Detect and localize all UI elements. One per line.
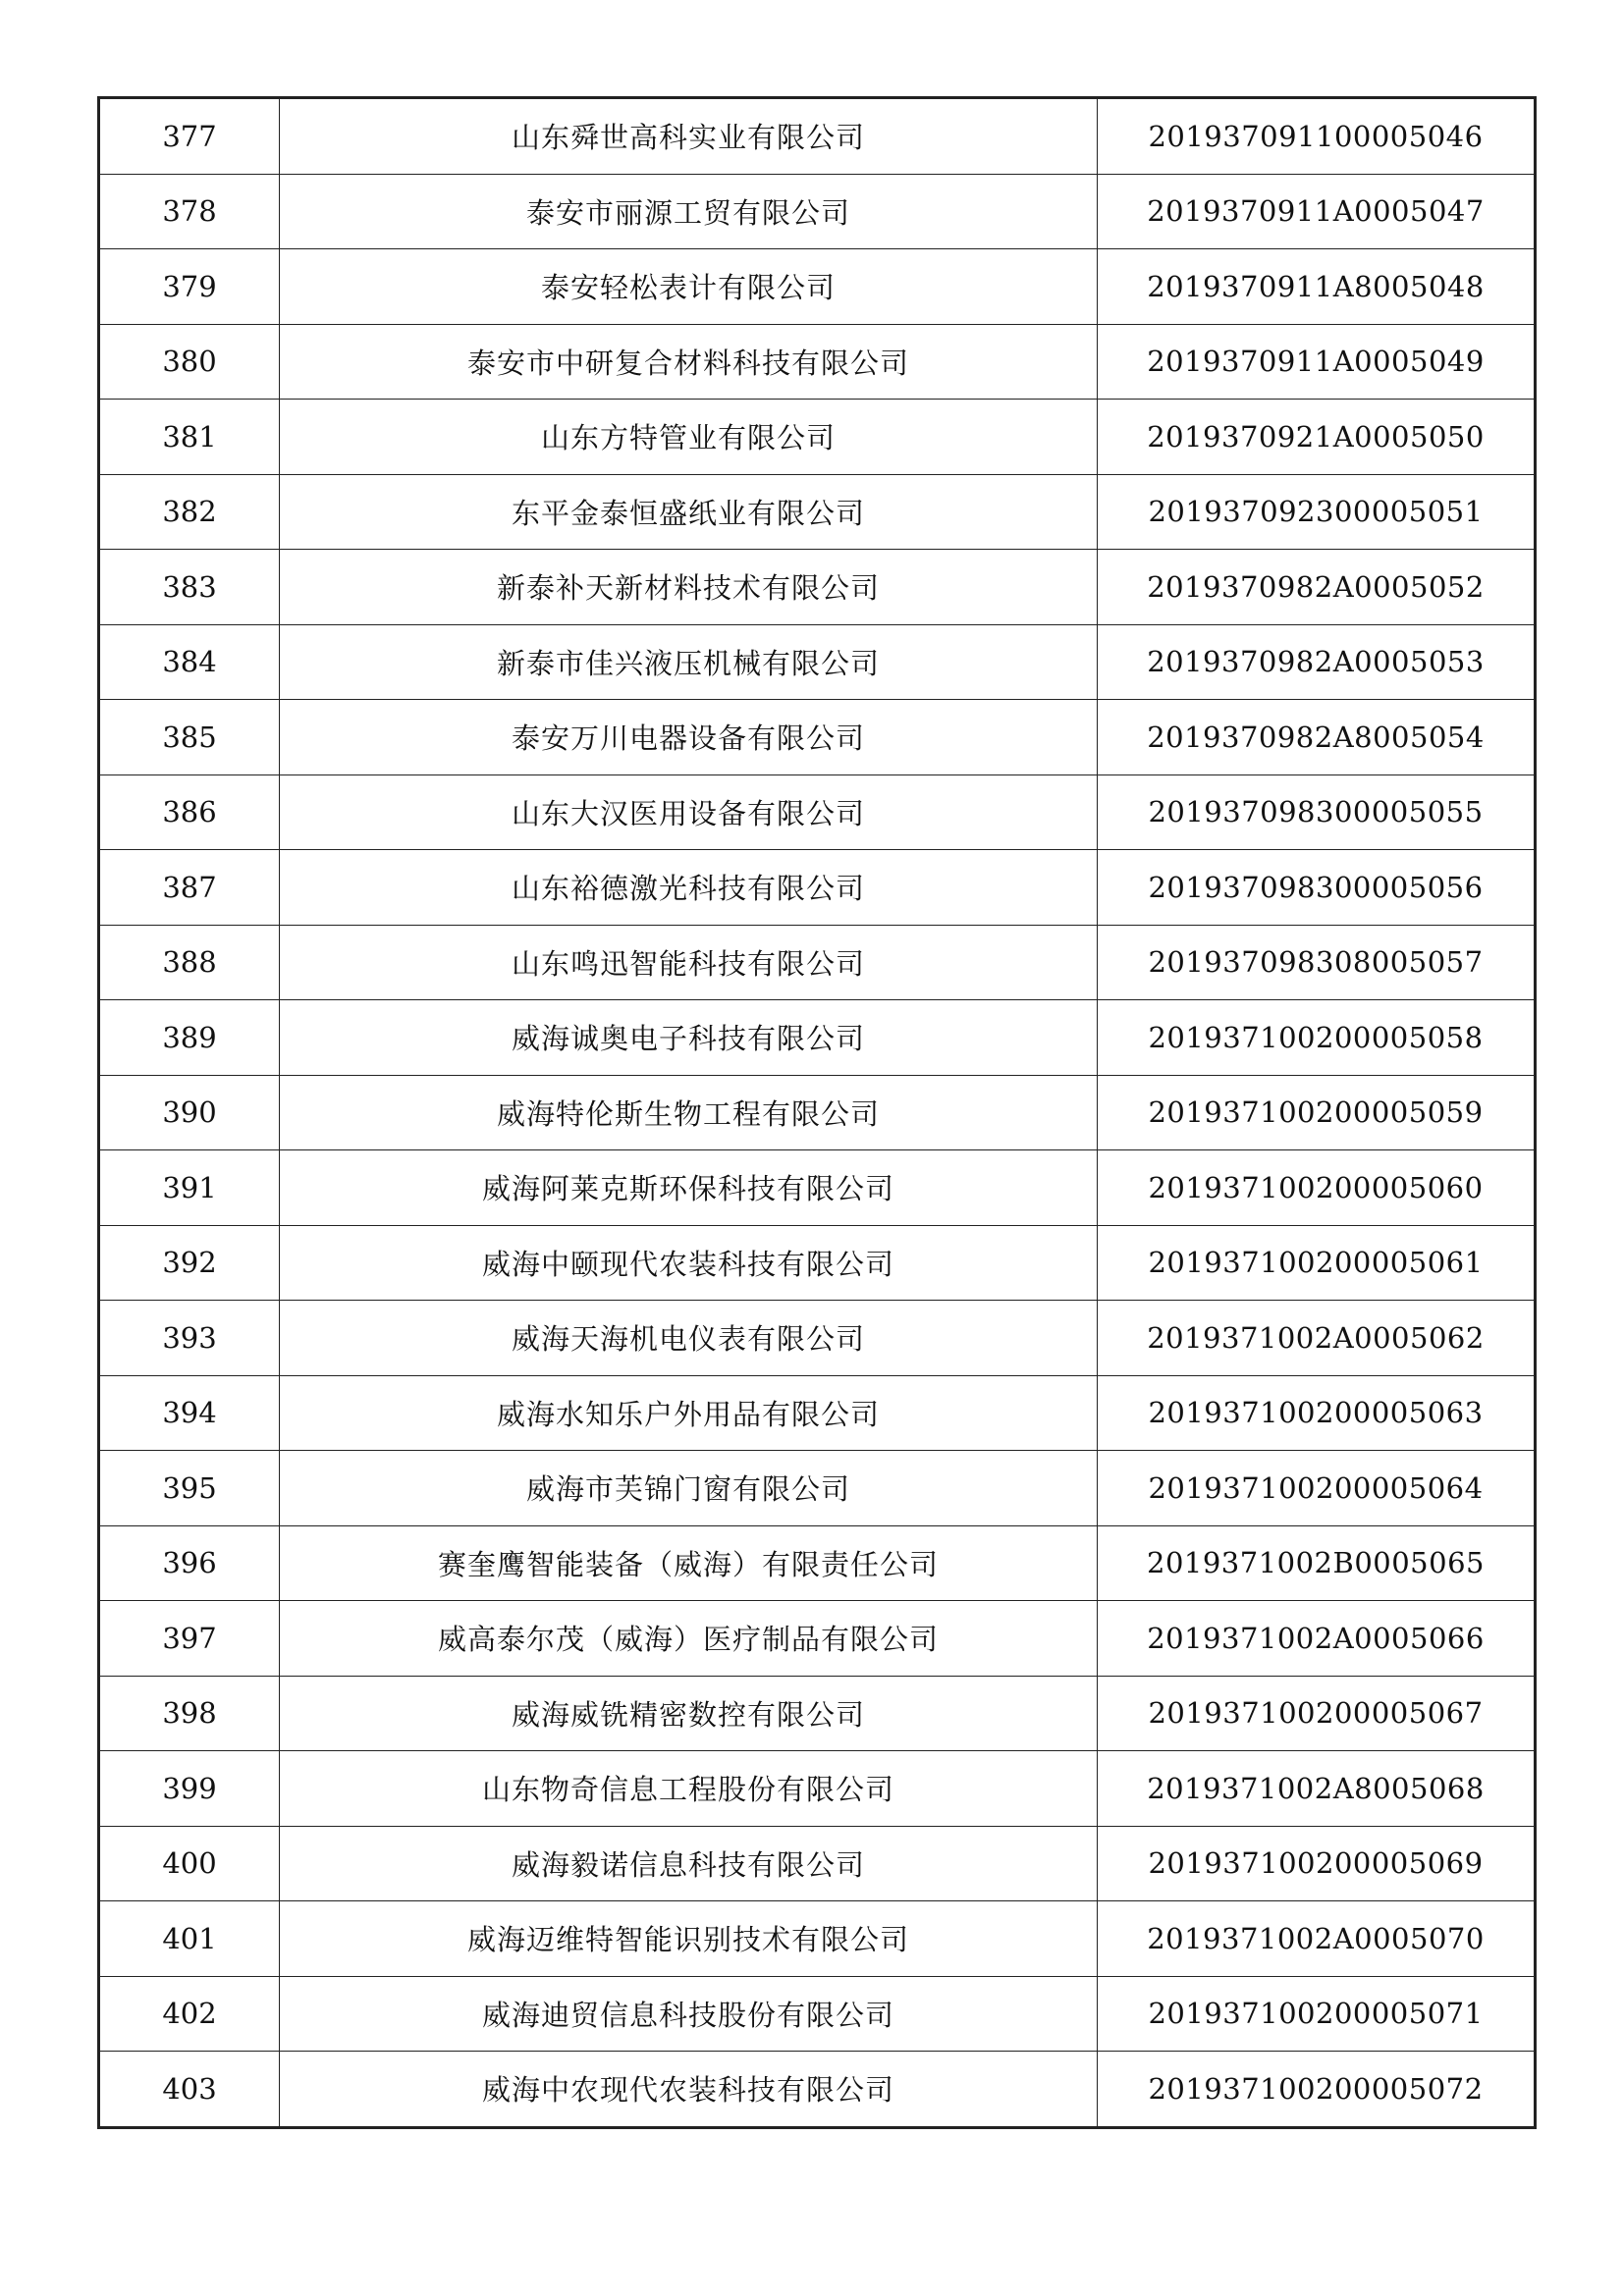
table-row — [99, 1000, 1536, 1076]
table-row — [99, 324, 1536, 400]
registration-code: 2019371002A0005062 — [1098, 1301, 1536, 1376]
registration-code: 2019370982A0005053 — [1098, 624, 1536, 700]
row-number: 389 — [99, 1000, 280, 1076]
company-name: 威海迈维特智能识别技术有限公司 — [280, 1901, 1098, 1977]
company-name: 威海天海机电仪表有限公司 — [280, 1301, 1098, 1376]
company-name: 山东方特管业有限公司 — [280, 400, 1098, 475]
registration-code: 201937091100005046 — [1098, 98, 1536, 175]
registration-code: 201937098300005056 — [1098, 850, 1536, 926]
table-row — [99, 700, 1536, 775]
company-name: 威海迪贸信息科技股份有限公司 — [280, 1976, 1098, 2052]
company-list-body — [99, 98, 1536, 2128]
row-number: 398 — [99, 1676, 280, 1751]
row-number: 388 — [99, 925, 280, 1000]
company-name: 威海中颐现代农装科技有限公司 — [280, 1225, 1098, 1301]
company-name: 山东舜世高科实业有限公司 — [280, 98, 1098, 175]
registration-code: 2019370911A8005048 — [1098, 249, 1536, 325]
registration-code: 201937092300005051 — [1098, 474, 1536, 550]
row-number: 384 — [99, 624, 280, 700]
company-name: 威海水知乐户外用品有限公司 — [280, 1375, 1098, 1451]
table-row — [99, 249, 1536, 325]
company-name: 泰安轻松表计有限公司 — [280, 249, 1098, 325]
table-row — [99, 624, 1536, 700]
row-number: 377 — [99, 98, 280, 175]
company-name: 山东鸣迅智能科技有限公司 — [280, 925, 1098, 1000]
registration-code: 201937100200005064 — [1098, 1451, 1536, 1526]
table-row — [99, 1901, 1536, 1977]
row-number: 394 — [99, 1375, 280, 1451]
row-number: 401 — [99, 1901, 280, 1977]
company-name: 威海市芙锦门窗有限公司 — [280, 1451, 1098, 1526]
registration-code: 201937100200005060 — [1098, 1150, 1536, 1226]
row-number: 385 — [99, 700, 280, 775]
registration-code: 2019371002A8005068 — [1098, 1751, 1536, 1827]
row-number: 396 — [99, 1525, 280, 1601]
registration-code: 201937100200005069 — [1098, 1826, 1536, 1901]
row-number: 382 — [99, 474, 280, 550]
table-row — [99, 474, 1536, 550]
table-row — [99, 1751, 1536, 1827]
table-row — [99, 1301, 1536, 1376]
row-number: 392 — [99, 1225, 280, 1301]
row-number: 403 — [99, 2052, 280, 2128]
table-row — [99, 1075, 1536, 1150]
registration-code: 201937100200005061 — [1098, 1225, 1536, 1301]
table-row — [99, 98, 1536, 175]
company-name: 赛奎鹰智能装备（威海）有限责任公司 — [280, 1525, 1098, 1601]
table-row — [99, 774, 1536, 850]
row-number: 391 — [99, 1150, 280, 1226]
row-number: 397 — [99, 1601, 280, 1677]
row-number: 387 — [99, 850, 280, 926]
company-name: 威海诚奥电子科技有限公司 — [280, 1000, 1098, 1076]
registration-code: 2019371002A0005070 — [1098, 1901, 1536, 1977]
company-name: 泰安市中研复合材料科技有限公司 — [280, 324, 1098, 400]
row-number: 383 — [99, 550, 280, 625]
registration-code: 201937100200005072 — [1098, 2052, 1536, 2128]
row-number: 381 — [99, 400, 280, 475]
company-name: 威海特伦斯生物工程有限公司 — [280, 1075, 1098, 1150]
table-row — [99, 1451, 1536, 1526]
table-row — [99, 550, 1536, 625]
registration-code: 2019370982A8005054 — [1098, 700, 1536, 775]
table-row — [99, 1601, 1536, 1677]
registration-code: 2019370911A0005047 — [1098, 174, 1536, 249]
company-name: 山东物奇信息工程股份有限公司 — [280, 1751, 1098, 1827]
table-row — [99, 1150, 1536, 1226]
table-row — [99, 1826, 1536, 1901]
registration-code: 201937098300005055 — [1098, 774, 1536, 850]
row-number: 393 — [99, 1301, 280, 1376]
registration-code: 201937098308005057 — [1098, 925, 1536, 1000]
row-number: 399 — [99, 1751, 280, 1827]
registration-code: 201937100200005067 — [1098, 1676, 1536, 1751]
table-row — [99, 1525, 1536, 1601]
company-name: 威海毅诺信息科技有限公司 — [280, 1826, 1098, 1901]
row-number: 402 — [99, 1976, 280, 2052]
table-row — [99, 850, 1536, 926]
registration-code: 2019371002B0005065 — [1098, 1525, 1536, 1601]
company-name: 威海中农现代农装科技有限公司 — [280, 2052, 1098, 2128]
company-name: 东平金泰恒盛纸业有限公司 — [280, 474, 1098, 550]
registration-code: 2019371002A0005066 — [1098, 1601, 1536, 1677]
company-list-table — [97, 96, 1537, 2129]
row-number: 386 — [99, 774, 280, 850]
registration-code: 201937100200005058 — [1098, 1000, 1536, 1076]
company-name: 威海阿莱克斯环保科技有限公司 — [280, 1150, 1098, 1226]
table-row — [99, 1676, 1536, 1751]
table-row — [99, 1976, 1536, 2052]
registration-code: 2019370911A0005049 — [1098, 324, 1536, 400]
company-name: 威海威铣精密数控有限公司 — [280, 1676, 1098, 1751]
row-number: 379 — [99, 249, 280, 325]
row-number: 380 — [99, 324, 280, 400]
row-number: 390 — [99, 1075, 280, 1150]
registration-code: 201937100200005063 — [1098, 1375, 1536, 1451]
table-row — [99, 400, 1536, 475]
company-name: 泰安万川电器设备有限公司 — [280, 700, 1098, 775]
row-number: 378 — [99, 174, 280, 249]
table-row — [99, 1375, 1536, 1451]
company-name: 威高泰尔茂（威海）医疗制品有限公司 — [280, 1601, 1098, 1677]
company-name: 新泰市佳兴液压机械有限公司 — [280, 624, 1098, 700]
row-number: 395 — [99, 1451, 280, 1526]
registration-code: 201937100200005059 — [1098, 1075, 1536, 1150]
company-name: 新泰补天新材料技术有限公司 — [280, 550, 1098, 625]
company-name: 山东裕德激光科技有限公司 — [280, 850, 1098, 926]
table-row — [99, 174, 1536, 249]
company-name: 泰安市丽源工贸有限公司 — [280, 174, 1098, 249]
row-number: 400 — [99, 1826, 280, 1901]
table-row — [99, 2052, 1536, 2128]
registration-code: 2019370982A0005052 — [1098, 550, 1536, 625]
table-row — [99, 925, 1536, 1000]
table-row — [99, 1225, 1536, 1301]
registration-code: 201937100200005071 — [1098, 1976, 1536, 2052]
company-name: 山东大汉医用设备有限公司 — [280, 774, 1098, 850]
registration-code: 2019370921A0005050 — [1098, 400, 1536, 475]
